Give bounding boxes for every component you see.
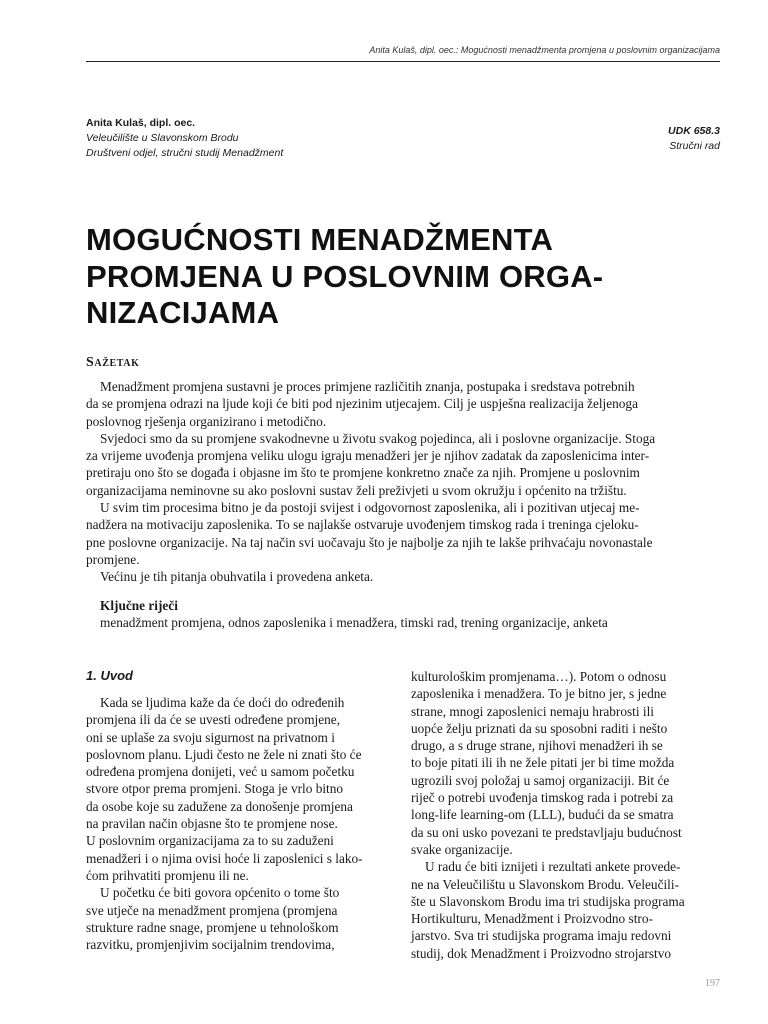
- body-line: određena promjena donijeti, već u samom početku: [86, 764, 355, 780]
- body-line: šte u Slavonskom Brodu ima tri studijska programa: [411, 893, 685, 909]
- title-line: MOGUĆNOSTI MENADŽMENTA: [86, 222, 554, 257]
- body-line: ne na Veleučilištu u Slavonskom Brodu. Veleučili-: [411, 876, 679, 892]
- body-line: strane, mnogi zaposlenici nemaju hrabrosti ili: [411, 703, 654, 719]
- abstract-line: U svim tim procesima bitno je da postoji svijest i odgovornost zaposlenika, ali i pozitivan utjecaj me-: [100, 500, 640, 516]
- abstract-line: pne poslovne organizacije. Na taj način svi uočavaju što je najbolje za njih te lakše prihvaćaju novonastale: [86, 534, 653, 550]
- body-line: U početku će biti govora općenito o tome što: [100, 885, 340, 901]
- body-line: na pravilan način objasne što te promjene nose.: [86, 816, 338, 832]
- title-line: PROMJENA U POSLOVNIM ORGA-: [86, 258, 604, 294]
- body-line: ćom prihvatiti promjenu ili ne.: [86, 867, 249, 883]
- body-line: kulturološkim promjenama…). Potom o odnosu: [411, 669, 667, 684]
- body-line: zaposlenika i menadžera. To je bitno jer, s jedne: [411, 686, 667, 702]
- author-institution: Veleučilište u Slavonskom Brodu: [86, 132, 239, 144]
- abstract-line: za vrijeme uvođenja promjena veliku ulogu igraju menadžeri jer je njihov zadatak da zaposlenicima inter-: [86, 448, 650, 464]
- body-line: da osobe koje su zadužene za donošenje promjena: [86, 798, 353, 814]
- abstract-line: promjene.: [86, 551, 140, 567]
- body-line: riječ o potrebi uvođenja timskog rada i potrebi za: [411, 790, 674, 806]
- abstract-line: Menadžment promjena sustavni je proces primjene različitih znanja, postupaka i sredstava potrebnih: [100, 379, 635, 394]
- page-number: 197: [705, 978, 720, 989]
- keywords-heading: Ključne riječi: [100, 598, 178, 613]
- abstract-line: pretiraju ono što se događa i objasne im što te promjene konkretno znače za njih. Promjene u poslovnim: [86, 465, 640, 481]
- udk-code: UDK 658.3: [668, 125, 720, 137]
- body-line: strukture radne snage, promjene u tehnološkom: [86, 919, 339, 935]
- abstract-line: nadžera na motivaciju zaposlenika. To se najlakše ostvaruje uvođenjem timskog rada i treninga cjeloku-: [86, 517, 639, 533]
- abstract-body: [86, 378, 712, 586]
- body-line: U poslovnim organizacijama za to su zaduženi: [86, 833, 334, 849]
- title-line: NIZACIJAMA: [86, 295, 280, 330]
- body-line: Hortikulturu, Menadžment i Proizvodno stro-: [411, 911, 653, 927]
- keywords-text: menadžment promjena, odnos zaposlenika i menadžera, timski rad, trening organizacije, anketa: [100, 615, 608, 630]
- body-line: ugrozili svoj položaj u samoj organizaciji. Bit će: [411, 772, 670, 788]
- body-line: to boje pitati ili ih ne žele pitati jer bi time možda: [411, 755, 675, 771]
- body-column-left: [86, 694, 392, 953]
- paper-type: Stručni rad: [669, 140, 720, 152]
- abstract-line: poslovnog rješenja organizirano i metodično.: [86, 413, 327, 429]
- abstract-heading: Sažetak: [86, 355, 140, 370]
- abstract-line: organizacijama neminovne su ako poslovni sustav želi preživjeti u svom okružju i općenito na tržištu.: [86, 482, 627, 498]
- body-line: promjena ili da će se uvesti određene promjene,: [86, 712, 341, 728]
- abstract-line: da se promjena odrazi na ljude koji će biti pod njezinim utjecajem. Cilj je uspješna realizacija željenoga: [86, 396, 638, 412]
- body-column-right: [411, 668, 717, 962]
- body-line: drugo, a s druge strane, njihovi menadžeri ih se: [411, 738, 663, 754]
- article-title: [86, 222, 726, 332]
- classification-block: [668, 124, 720, 154]
- header-rule: [86, 61, 720, 62]
- body-line: U radu će biti iznijeti i rezultati ankete provede-: [425, 859, 681, 875]
- author-block: [86, 116, 283, 161]
- body-line: studij, dok Menadžment i Proizvodno strojarstvo: [411, 945, 671, 961]
- author-name: Anita Kulaš, dipl. oec.: [86, 117, 196, 129]
- section-heading: 1. Uvod: [86, 668, 133, 683]
- abstract-line: Svjedoci smo da su promjene svakodnevne u životu svakog pojedinca, ali i poslovne organizacije. Stoga: [100, 430, 656, 446]
- body-line: long-life learning-om (LLL), budući da se smatra: [411, 807, 674, 823]
- body-line: sve utječe na menadžment promjena (promjena: [86, 902, 338, 918]
- body-line: Kada se ljudima kaže da će doći do određenih: [100, 695, 345, 710]
- author-department: Društveni odjel, stručni studij Menadžment: [86, 147, 284, 159]
- body-line: poslovnom planu. Ljudi često ne žele ni znati što će: [86, 746, 362, 762]
- body-line: stvore otpor prema promjeni. Stoga je vrlo bitno: [86, 781, 344, 797]
- body-line: da su oni usko povezani te predstavljaju budućnost: [411, 824, 682, 840]
- body-line: svake organizacije.: [411, 841, 513, 857]
- abstract-line: Većinu je tih pitanja obuhvatila i provedena anketa.: [100, 569, 374, 585]
- body-line: oni se uplaše za svoju sigurnost na privatnom i: [86, 729, 335, 745]
- body-line: menadžeri i o njima ovisi hoće li zaposlenici s lako-: [86, 850, 363, 866]
- running-header: Anita Kulaš, dipl. oec.: Mogućnosti menadžmenta promjena u poslovnim organizacijama: [369, 45, 720, 55]
- body-line: jarstvo. Sva tri studijska programa imaju redovni: [411, 928, 672, 944]
- body-line: razvitku, promjenjivim socijalnim trendovima,: [86, 937, 335, 953]
- body-line: uopće želju priznati da su sposobni raditi i nešto: [411, 720, 668, 736]
